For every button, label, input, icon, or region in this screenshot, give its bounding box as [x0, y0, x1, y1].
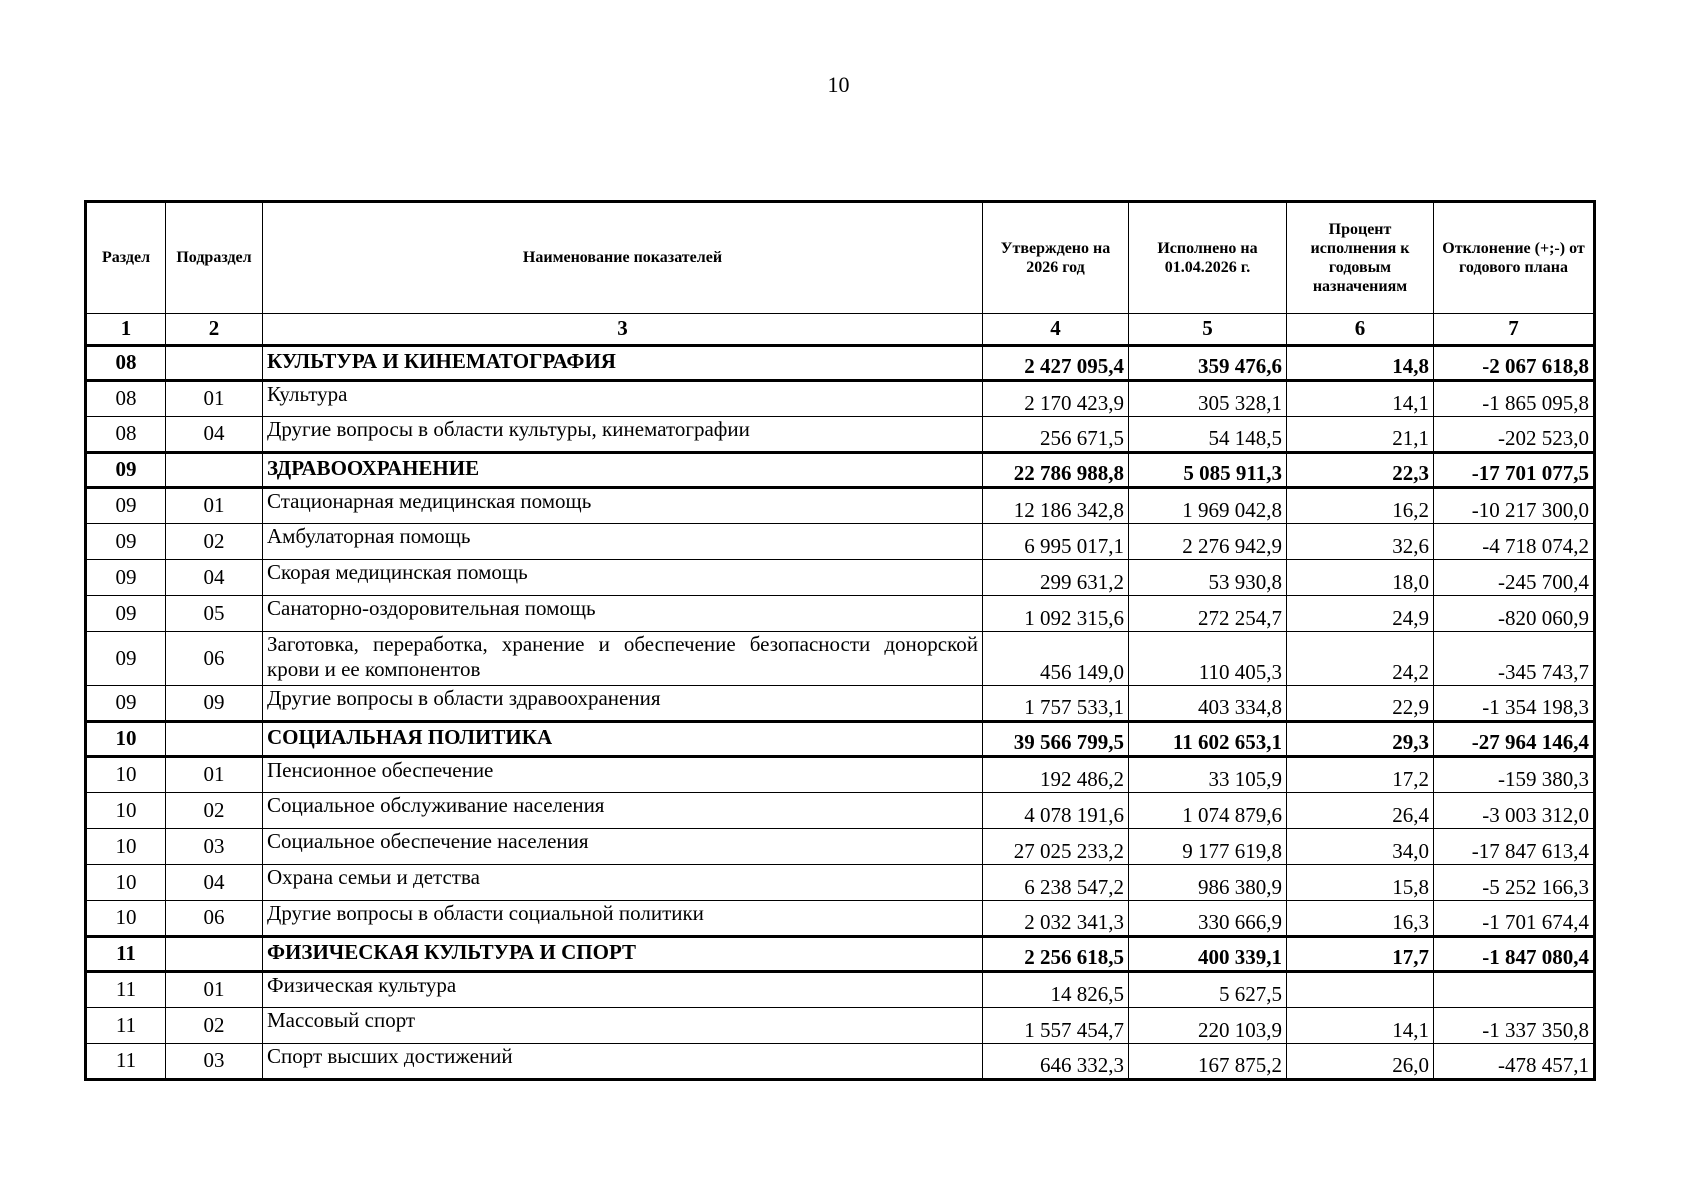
cell-podrazdel: 06 — [166, 901, 263, 937]
cell-executed: 986 380,9 — [1129, 865, 1287, 901]
column-number: 7 — [1434, 314, 1595, 346]
cell-podrazdel: 02 — [166, 1008, 263, 1044]
cell-approved: 646 332,3 — [983, 1044, 1129, 1080]
cell-podrazdel — [166, 937, 263, 972]
cell-razdel: 11 — [86, 937, 166, 972]
cell-name: ФИЗИЧЕСКАЯ КУЛЬТУРА И СПОРТ — [263, 937, 983, 972]
cell-deviation: -1 701 674,4 — [1434, 901, 1595, 937]
cell-podrazdel: 06 — [166, 632, 263, 686]
cell-razdel: 08 — [86, 346, 166, 381]
cell-podrazdel: 04 — [166, 865, 263, 901]
cell-name: Социальное обслуживание населения — [263, 793, 983, 829]
cell-percent: 24,9 — [1287, 596, 1434, 632]
cell-podrazdel: 02 — [166, 793, 263, 829]
cell-executed: 1 969 042,8 — [1129, 488, 1287, 524]
cell-executed: 9 177 619,8 — [1129, 829, 1287, 865]
cell-approved: 22 786 988,8 — [983, 453, 1129, 488]
table-row — [86, 686, 1595, 722]
cell-razdel: 09 — [86, 524, 166, 560]
cell-deviation: -245 700,4 — [1434, 560, 1595, 596]
cell-podrazdel: 03 — [166, 829, 263, 865]
cell-deviation: -2 067 618,8 — [1434, 346, 1595, 381]
cell-razdel: 09 — [86, 560, 166, 596]
cell-percent: 17,2 — [1287, 757, 1434, 793]
cell-name: Пенсионное обеспечение — [263, 757, 983, 793]
cell-percent: 14,1 — [1287, 1008, 1434, 1044]
cell-approved: 456 149,0 — [983, 632, 1129, 686]
cell-approved: 2 427 095,4 — [983, 346, 1129, 381]
column-number: 1 — [86, 314, 166, 346]
cell-name: Физическая культура — [263, 972, 983, 1008]
cell-podrazdel: 04 — [166, 560, 263, 596]
table-row — [86, 972, 1595, 1008]
cell-executed: 5 085 911,3 — [1129, 453, 1287, 488]
cell-percent: 16,2 — [1287, 488, 1434, 524]
cell-deviation: -4 718 074,2 — [1434, 524, 1595, 560]
header-deviation: Отклонение (+;-) от годового плана — [1434, 202, 1595, 314]
cell-name: Другие вопросы в области культуры, кинематографии — [263, 417, 983, 453]
cell-podrazdel: 05 — [166, 596, 263, 632]
header-approved: Утверждено на 2026 год — [983, 202, 1129, 314]
header-name: Наименование показателей — [263, 202, 983, 314]
cell-name: КУЛЬТУРА И КИНЕМАТОГРАФИЯ — [263, 346, 983, 381]
budget-execution-table — [84, 200, 1596, 1081]
cell-podrazdel: 01 — [166, 757, 263, 793]
table-row — [86, 524, 1595, 560]
cell-deviation: -159 380,3 — [1434, 757, 1595, 793]
table-row — [86, 560, 1595, 596]
cell-deviation — [1434, 972, 1595, 1008]
header-row — [86, 202, 1595, 314]
cell-executed: 33 105,9 — [1129, 757, 1287, 793]
cell-razdel: 09 — [86, 488, 166, 524]
cell-deviation: -478 457,1 — [1434, 1044, 1595, 1080]
cell-deviation: -27 964 146,4 — [1434, 722, 1595, 757]
cell-percent: 16,3 — [1287, 901, 1434, 937]
table-row — [86, 865, 1595, 901]
column-number: 4 — [983, 314, 1129, 346]
cell-percent: 24,2 — [1287, 632, 1434, 686]
cell-executed: 5 627,5 — [1129, 972, 1287, 1008]
cell-executed: 272 254,7 — [1129, 596, 1287, 632]
cell-percent: 17,7 — [1287, 937, 1434, 972]
cell-deviation: -1 337 350,8 — [1434, 1008, 1595, 1044]
table-row — [86, 381, 1595, 417]
table-row — [86, 1044, 1595, 1080]
cell-razdel: 11 — [86, 1008, 166, 1044]
cell-percent: 26,4 — [1287, 793, 1434, 829]
cell-percent: 14,8 — [1287, 346, 1434, 381]
cell-approved: 299 631,2 — [983, 560, 1129, 596]
cell-approved: 2 032 341,3 — [983, 901, 1129, 937]
cell-approved: 27 025 233,2 — [983, 829, 1129, 865]
cell-percent: 14,1 — [1287, 381, 1434, 417]
table-row — [86, 1008, 1595, 1044]
cell-razdel: 10 — [86, 829, 166, 865]
column-number-row — [86, 314, 1595, 346]
section-row — [86, 346, 1595, 381]
cell-name: Другие вопросы в области здравоохранения — [263, 686, 983, 722]
cell-executed: 305 328,1 — [1129, 381, 1287, 417]
cell-approved: 4 078 191,6 — [983, 793, 1129, 829]
section-row — [86, 937, 1595, 972]
header-razdel: Раздел — [86, 202, 166, 314]
table-row — [86, 417, 1595, 453]
cell-deviation: -820 060,9 — [1434, 596, 1595, 632]
table-row — [86, 901, 1595, 937]
cell-razdel: 11 — [86, 972, 166, 1008]
cell-razdel: 09 — [86, 596, 166, 632]
cell-percent — [1287, 972, 1434, 1008]
cell-podrazdel — [166, 722, 263, 757]
cell-razdel: 10 — [86, 901, 166, 937]
cell-name: Массовый спорт — [263, 1008, 983, 1044]
cell-deviation: -1 865 095,8 — [1434, 381, 1595, 417]
cell-deviation: -3 003 312,0 — [1434, 793, 1595, 829]
cell-executed: 330 666,9 — [1129, 901, 1287, 937]
cell-approved: 6 238 547,2 — [983, 865, 1129, 901]
cell-percent: 18,0 — [1287, 560, 1434, 596]
table-row — [86, 632, 1595, 686]
column-number: 3 — [263, 314, 983, 346]
cell-executed: 11 602 653,1 — [1129, 722, 1287, 757]
header-percent: Процент исполнения к годовым назначениям — [1287, 202, 1434, 314]
cell-razdel: 08 — [86, 417, 166, 453]
cell-deviation: -17 701 077,5 — [1434, 453, 1595, 488]
cell-approved: 192 486,2 — [983, 757, 1129, 793]
cell-deviation: -17 847 613,4 — [1434, 829, 1595, 865]
cell-approved: 14 826,5 — [983, 972, 1129, 1008]
header-executed: Исполнено на 01.04.2026 г. — [1129, 202, 1287, 314]
cell-deviation: -202 523,0 — [1434, 417, 1595, 453]
cell-razdel: 10 — [86, 793, 166, 829]
cell-razdel: 09 — [86, 686, 166, 722]
cell-razdel: 11 — [86, 1044, 166, 1080]
table-row — [86, 488, 1595, 524]
cell-percent: 22,3 — [1287, 453, 1434, 488]
cell-percent: 21,1 — [1287, 417, 1434, 453]
cell-name: Скорая медицинская помощь — [263, 560, 983, 596]
cell-deviation: -1 354 198,3 — [1434, 686, 1595, 722]
cell-name: ЗДРАВООХРАНЕНИЕ — [263, 453, 983, 488]
cell-approved: 39 566 799,5 — [983, 722, 1129, 757]
cell-podrazdel — [166, 453, 263, 488]
cell-percent: 32,6 — [1287, 524, 1434, 560]
column-number: 2 — [166, 314, 263, 346]
cell-name-text: Заготовка, переработка, хранение и обеспечение безопасности донорской крови и ее компонентов — [267, 632, 978, 682]
cell-podrazdel: 01 — [166, 381, 263, 417]
cell-approved: 2 170 423,9 — [983, 381, 1129, 417]
cell-percent: 22,9 — [1287, 686, 1434, 722]
cell-executed: 403 334,8 — [1129, 686, 1287, 722]
cell-executed: 53 930,8 — [1129, 560, 1287, 596]
cell-executed: 110 405,3 — [1129, 632, 1287, 686]
cell-podrazdel: 04 — [166, 417, 263, 453]
cell-executed: 2 276 942,9 — [1129, 524, 1287, 560]
cell-approved: 2 256 618,5 — [983, 937, 1129, 972]
column-number: 5 — [1129, 314, 1287, 346]
cell-razdel: 10 — [86, 757, 166, 793]
cell-podrazdel — [166, 346, 263, 381]
cell-razdel: 10 — [86, 865, 166, 901]
cell-percent: 15,8 — [1287, 865, 1434, 901]
cell-name: Культура — [263, 381, 983, 417]
page-number: 10 — [827, 72, 850, 97]
cell-approved: 6 995 017,1 — [983, 524, 1129, 560]
cell-podrazdel: 09 — [166, 686, 263, 722]
cell-executed: 220 103,9 — [1129, 1008, 1287, 1044]
cell-name — [263, 632, 983, 686]
cell-podrazdel: 01 — [166, 972, 263, 1008]
cell-razdel: 09 — [86, 453, 166, 488]
cell-percent: 26,0 — [1287, 1044, 1434, 1080]
cell-percent: 29,3 — [1287, 722, 1434, 757]
cell-name: Амбулаторная помощь — [263, 524, 983, 560]
cell-deviation: -345 743,7 — [1434, 632, 1595, 686]
cell-approved: 1 757 533,1 — [983, 686, 1129, 722]
cell-approved: 1 092 315,6 — [983, 596, 1129, 632]
cell-podrazdel: 03 — [166, 1044, 263, 1080]
section-row — [86, 722, 1595, 757]
cell-name: Санаторно-оздоровительная помощь — [263, 596, 983, 632]
table-row — [86, 793, 1595, 829]
cell-executed: 1 074 879,6 — [1129, 793, 1287, 829]
cell-podrazdel: 02 — [166, 524, 263, 560]
table-row — [86, 829, 1595, 865]
table-body — [86, 346, 1595, 1080]
cell-razdel: 09 — [86, 632, 166, 686]
cell-name: СОЦИАЛЬНАЯ ПОЛИТИКА — [263, 722, 983, 757]
cell-deviation: -1 847 080,4 — [1434, 937, 1595, 972]
header-podrazdel: Подраздел — [166, 202, 263, 314]
cell-approved: 256 671,5 — [983, 417, 1129, 453]
cell-podrazdel: 01 — [166, 488, 263, 524]
table-row — [86, 596, 1595, 632]
cell-deviation: -5 252 166,3 — [1434, 865, 1595, 901]
cell-name: Спорт высших достижений — [263, 1044, 983, 1080]
section-row — [86, 453, 1595, 488]
cell-executed: 54 148,5 — [1129, 417, 1287, 453]
cell-executed: 400 339,1 — [1129, 937, 1287, 972]
cell-executed: 359 476,6 — [1129, 346, 1287, 381]
cell-approved: 12 186 342,8 — [983, 488, 1129, 524]
cell-razdel: 10 — [86, 722, 166, 757]
cell-deviation: -10 217 300,0 — [1434, 488, 1595, 524]
cell-name: Социальное обеспечение населения — [263, 829, 983, 865]
table-row — [86, 757, 1595, 793]
cell-name: Стационарная медицинская помощь — [263, 488, 983, 524]
cell-approved: 1 557 454,7 — [983, 1008, 1129, 1044]
cell-percent: 34,0 — [1287, 829, 1434, 865]
cell-name: Другие вопросы в области социальной политики — [263, 901, 983, 937]
column-number: 6 — [1287, 314, 1434, 346]
cell-name: Охрана семьи и детства — [263, 865, 983, 901]
cell-razdel: 08 — [86, 381, 166, 417]
cell-executed: 167 875,2 — [1129, 1044, 1287, 1080]
